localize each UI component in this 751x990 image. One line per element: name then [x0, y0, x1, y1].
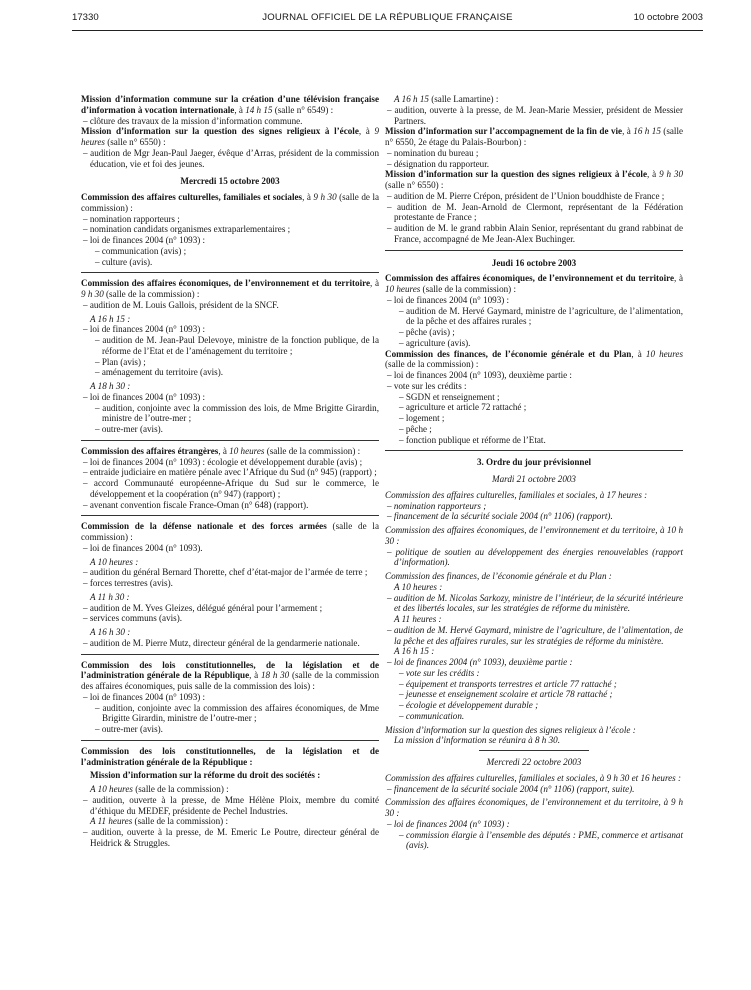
- agenda-subitem: – fonction publique et réforme de l’Etat.: [399, 434, 546, 445]
- agenda-item: – loi de finances 2004 (n° 1093), deuxième partie :: [387, 370, 572, 380]
- agenda-item: – vote sur les crédits :: [387, 380, 467, 391]
- agenda-item: – audition, ouverte à la presse, de M. Jean-Marie Messier, président de Messier Partners.: [387, 104, 683, 126]
- agenda-item: La mission d’information se réunira à 8 h 30.: [394, 735, 560, 746]
- entry-heading: Commission des affaires économiques, de l’environnement et du territoire, à 10 h 30 :: [385, 525, 683, 546]
- time-slot: A 11 h 30 :: [90, 591, 130, 602]
- agenda-item: – désignation du rapporteur.: [387, 158, 490, 169]
- entry-heading: Commission des finances, de l’économie générale et du Plan, à 10 heures (salle de la commission) :: [385, 348, 684, 370]
- agenda-subitem: – pêche ;: [399, 423, 432, 434]
- agenda-item: – clôture des travaux de la mission d’information commune.: [83, 115, 303, 126]
- agenda-subitem: – outre-mer (avis).: [95, 424, 163, 434]
- separator-rule: [81, 515, 379, 516]
- separator-rule: [385, 250, 683, 251]
- entry-heading: Mission d’information sur la question des signes religieux à l’école, à 9 h 30 (salle n° 6550) :: [385, 169, 684, 190]
- agenda-subitem: – communication.: [399, 710, 465, 721]
- agenda-item: – loi de finances 2004 (n° 1093), deuxième partie :: [387, 657, 573, 667]
- entry-heading: Commission des affaires économiques, de l’environnement et du territoire, à 10 heures (salle de la commission) :: [385, 273, 683, 294]
- agenda-subitem: – aménagement du territoire (avis).: [95, 367, 224, 378]
- agenda-item: – audition du général Bernard Thorette, chef d’état-major de l’armée de terre ;: [83, 567, 368, 578]
- journal-title: JOURNAL OFFICIEL DE LA RÉPUBLIQUE FRANÇAISE: [262, 12, 513, 23]
- page-number: 17330: [72, 12, 99, 23]
- agenda-item: – loi de finances 2004 (n° 1093) :: [83, 324, 206, 335]
- agenda-subitem: – audition, conjointe avec la commission des affaires économiques, de Mme Brigitte Girardin, ministre de l’outre-mer ;: [95, 702, 379, 724]
- date-heading: Mercredi 22 octobre 2003: [486, 757, 582, 767]
- agenda-item: – loi de finances 2004 (n° 1093) :: [83, 691, 206, 702]
- date-heading: Mardi 21 octobre 2003: [492, 474, 576, 484]
- separator-rule: [81, 272, 379, 273]
- section-heading: 3. Ordre du jour prévisionnel: [476, 457, 592, 468]
- agenda-subitem: – audition, conjointe avec la commission des lois, de Mme Brigitte Girardin, ministre de l’outre-mer ;: [95, 402, 379, 424]
- agenda-subitem: – pêche (avis) ;: [399, 327, 455, 337]
- left-column: [81, 94, 379, 849]
- agenda-item: – audition de M. Pierre Mutz, directeur général de la gendarmerie nationale.: [83, 637, 360, 648]
- separator-rule: [385, 450, 683, 451]
- agenda-subitem: – outre-mer (avis).: [95, 724, 163, 734]
- agenda-item: – loi de finances 2004 (n° 1093).: [83, 542, 203, 553]
- time-slot: A 10 heures :: [90, 556, 139, 567]
- agenda-subitem: – écologie et développement durable ;: [399, 700, 539, 710]
- agenda-item: – audition de M. Louis Gallois, président de la SNCF.: [83, 299, 279, 310]
- agenda-item: – nomination rapporteurs ;: [387, 500, 487, 511]
- time-slot: A 11 heures (salle de la commission) :: [90, 816, 228, 827]
- agenda-subitem: – communication (avis) ;: [95, 245, 187, 256]
- agenda-item: – audition de M. Jean-Arnold de Clermont, représentant de la Fédération protestante de France ;: [387, 201, 683, 223]
- date-heading: Mercredi 15 octobre 2003: [180, 176, 280, 187]
- agenda-subitem: – équipement et transports terrestres et article 77 rattaché ;: [399, 678, 617, 689]
- time-slot: A 10 heures :: [394, 581, 443, 592]
- agenda-subitem: – Plan (avis) ;: [95, 356, 146, 367]
- agenda-subitem: – culture (avis).: [95, 256, 153, 267]
- agenda-subitem: – vote sur les crédits :: [399, 667, 480, 678]
- time-slot: A 16 h 30 :: [90, 627, 131, 637]
- issue-date: 10 octobre 2003: [633, 12, 703, 23]
- agenda-item: – services communs (avis).: [83, 613, 182, 624]
- time-slot: A 18 h 30 :: [90, 381, 131, 391]
- date-heading: Jeudi 16 octobre 2003: [491, 257, 577, 268]
- mission-heading: Mission d’information sur la réforme du droit des sociétés :: [90, 770, 321, 781]
- entry-heading: Mission d’information commune sur la création d’une télévision française d’information à vocation internationale, à 14 h 15 (salle n° 6549) :: [81, 94, 379, 115]
- agenda-item: – audition de Mgr Jean-Paul Jaeger, évêque d’Arras, président de la commission éducation, vie et foi des jeunes.: [83, 147, 379, 169]
- entry-heading: Commission des lois constitutionnelles, de la législation et de l’administration générale de la République, à 18 h 30 (salle de la commission des affaires économiques, puis salle de la commission des lois) :: [81, 659, 380, 691]
- agenda-item: – financement de la sécurité sociale 2004 (n° 1106) (rapport).: [387, 511, 613, 522]
- time-slot: A 16 h 15 (salle Lamartine) :: [394, 94, 499, 104]
- header-rule: [72, 30, 703, 31]
- separator-rule: [81, 440, 379, 441]
- separator-rule: [479, 750, 589, 751]
- entry-heading: Commission de la défense nationale et des forces armées (salle de la commission) :: [81, 521, 379, 542]
- entry-heading: Commission des affaires culturelles, familiales et sociales, à 9 h 30 (salle de la commission) :: [81, 192, 380, 213]
- agenda-item: – audition de M. Yves Gleizes, délégué général pour l’armement ;: [83, 602, 323, 613]
- separator-rule: [81, 654, 379, 655]
- agenda-item: – nomination du bureau ;: [387, 147, 479, 158]
- agenda-subitem: – audition de M. Jean-Paul Delevoye, ministre de la fonction publique, de la réforme de l’Etat et de l’aménagement du territoire ;: [95, 335, 379, 356]
- entry-heading: Mission d’information sur la question des signes religieux à l’école, à 9 heures (salle n° 6550) :: [81, 126, 379, 147]
- agenda-item: – audition de M. Pierre Crépon, président de l’Union bouddhiste de France ;: [387, 190, 665, 201]
- time-slot: A 11 heures :: [394, 614, 442, 624]
- entry-heading: Mission d’information sur la question des signes religieux à l’école :: [385, 724, 636, 735]
- entry-heading: Commission des finances, de l’économie générale et du Plan :: [385, 571, 612, 581]
- agenda-item: – nomination candidats organismes extraparlementaires ;: [83, 224, 291, 235]
- agenda-item: – loi de finances 2004 (n° 1093) :: [83, 235, 206, 245]
- agenda-item: – audition de M. le grand rabbin Alain Senior, représentant du grand rabbinat de France, accompagné de Me Jean-Alex Buchinger.: [387, 223, 683, 244]
- entry-heading: Commission des affaires économiques, de l’environnement et du territoire, à 9 h 30 :: [385, 797, 683, 818]
- agenda-subitem: – audition de M. Hervé Gaymard, ministre de l’agriculture, de l’alimentation, de la pêche et des affaires rurales ;: [399, 305, 683, 327]
- agenda-item: – audition, ouverte à la presse, de M. Emeric Le Poutre, directeur général de Heidrick & Struggles.: [83, 827, 379, 848]
- agenda-subitem: – jeunesse et enseignement scolaire et article 78 rattaché ;: [399, 689, 613, 700]
- time-slot: A 16 h 15 :: [90, 313, 131, 324]
- agenda-item: – avenant convention fiscale France-Oman (n° 648) (rapport).: [83, 499, 309, 510]
- agenda-item: – audition de M. Nicolas Sarkozy, ministre de l’intérieur, de la sécurité intérieure et des libertés locales, sur les stratégies de réforme du ministère.: [387, 592, 683, 614]
- right-column: [385, 94, 683, 851]
- agenda-item: – loi de finances 2004 (n° 1093) :: [83, 391, 206, 402]
- time-slot: A 16 h 15 :: [394, 646, 435, 657]
- agenda-item: – forces terrestres (avis).: [83, 578, 173, 588]
- agenda-item: – loi de finances 2004 (n° 1093) :: [387, 294, 510, 305]
- time-slot: A 10 heures (salle de la commission) :: [90, 784, 229, 794]
- agenda-item: – entraide judiciaire en matière pénale avec l’Afrique du Sud (n° 945) (rapport) ;: [83, 467, 377, 478]
- agenda-item: – audition de M. Hervé Gaymard, ministre de l’agriculture, de l’alimentation, de la pêche et des affaires rurales, sur les stratégies de réforme du ministère.: [387, 624, 683, 646]
- agenda-subitem: – commission élargie à l’ensemble des députés : PME, commerce et artisanat (avis).: [399, 829, 683, 851]
- entry-heading: Commission des affaires culturelles, familiales et sociales, à 17 heures :: [385, 489, 648, 500]
- agenda-item: – politique de soutien au développement des énergies renouvelables (rapport d’information).: [387, 546, 683, 568]
- agenda-item: – nomination rapporteurs ;: [83, 213, 180, 224]
- agenda-subitem: – SGDN et renseignement ;: [399, 391, 500, 402]
- separator-rule: [81, 740, 379, 741]
- agenda-subitem: – agriculture et article 72 rattaché ;: [399, 402, 527, 413]
- page-header: [72, 12, 703, 28]
- entry-heading: Commission des affaires étrangères, à 10 heures (salle de la commission) :: [81, 445, 361, 456]
- entry-heading: Commission des affaires culturelles, familiales et sociales, à 9 h 30 et 16 heures :: [385, 772, 682, 783]
- agenda-item: – loi de finances 2004 (n° 1093) :: [387, 818, 510, 829]
- agenda-subitem: – agriculture (avis).: [399, 337, 471, 348]
- agenda-item: – loi de finances 2004 (n° 1093) : écologie et développement durable (avis) ;: [83, 456, 363, 467]
- agenda-item: – audition, ouverte à la presse, de Mme Hélène Ploix, membre du comité d’éthique du MEDEF, présidente de Pechel Industries.: [83, 794, 379, 816]
- entry-heading: Commission des affaires économiques, de l’environnement et du territoire, à 9 h 30 (salle de la commission) :: [81, 278, 379, 299]
- agenda-item: – accord Communauté européenne-Afrique du Sud sur le commerce, le développement et la coopération (n° 947) (rapport) ;: [83, 478, 379, 499]
- agenda-subitem: – logement ;: [399, 413, 445, 423]
- agenda-item: – financement de la sécurité sociale 2004 (n° 1106) (rapport, suite).: [387, 783, 635, 794]
- entry-heading: Mission d’information sur l’accompagnement de la fin de vie, à 16 h 15 (salle n° 6550, 2e étage du Palais-Bourbon) :: [385, 126, 684, 147]
- entry-heading: Commission des lois constitutionnelles, de la législation et de l’administration générale de la République :: [81, 745, 379, 767]
